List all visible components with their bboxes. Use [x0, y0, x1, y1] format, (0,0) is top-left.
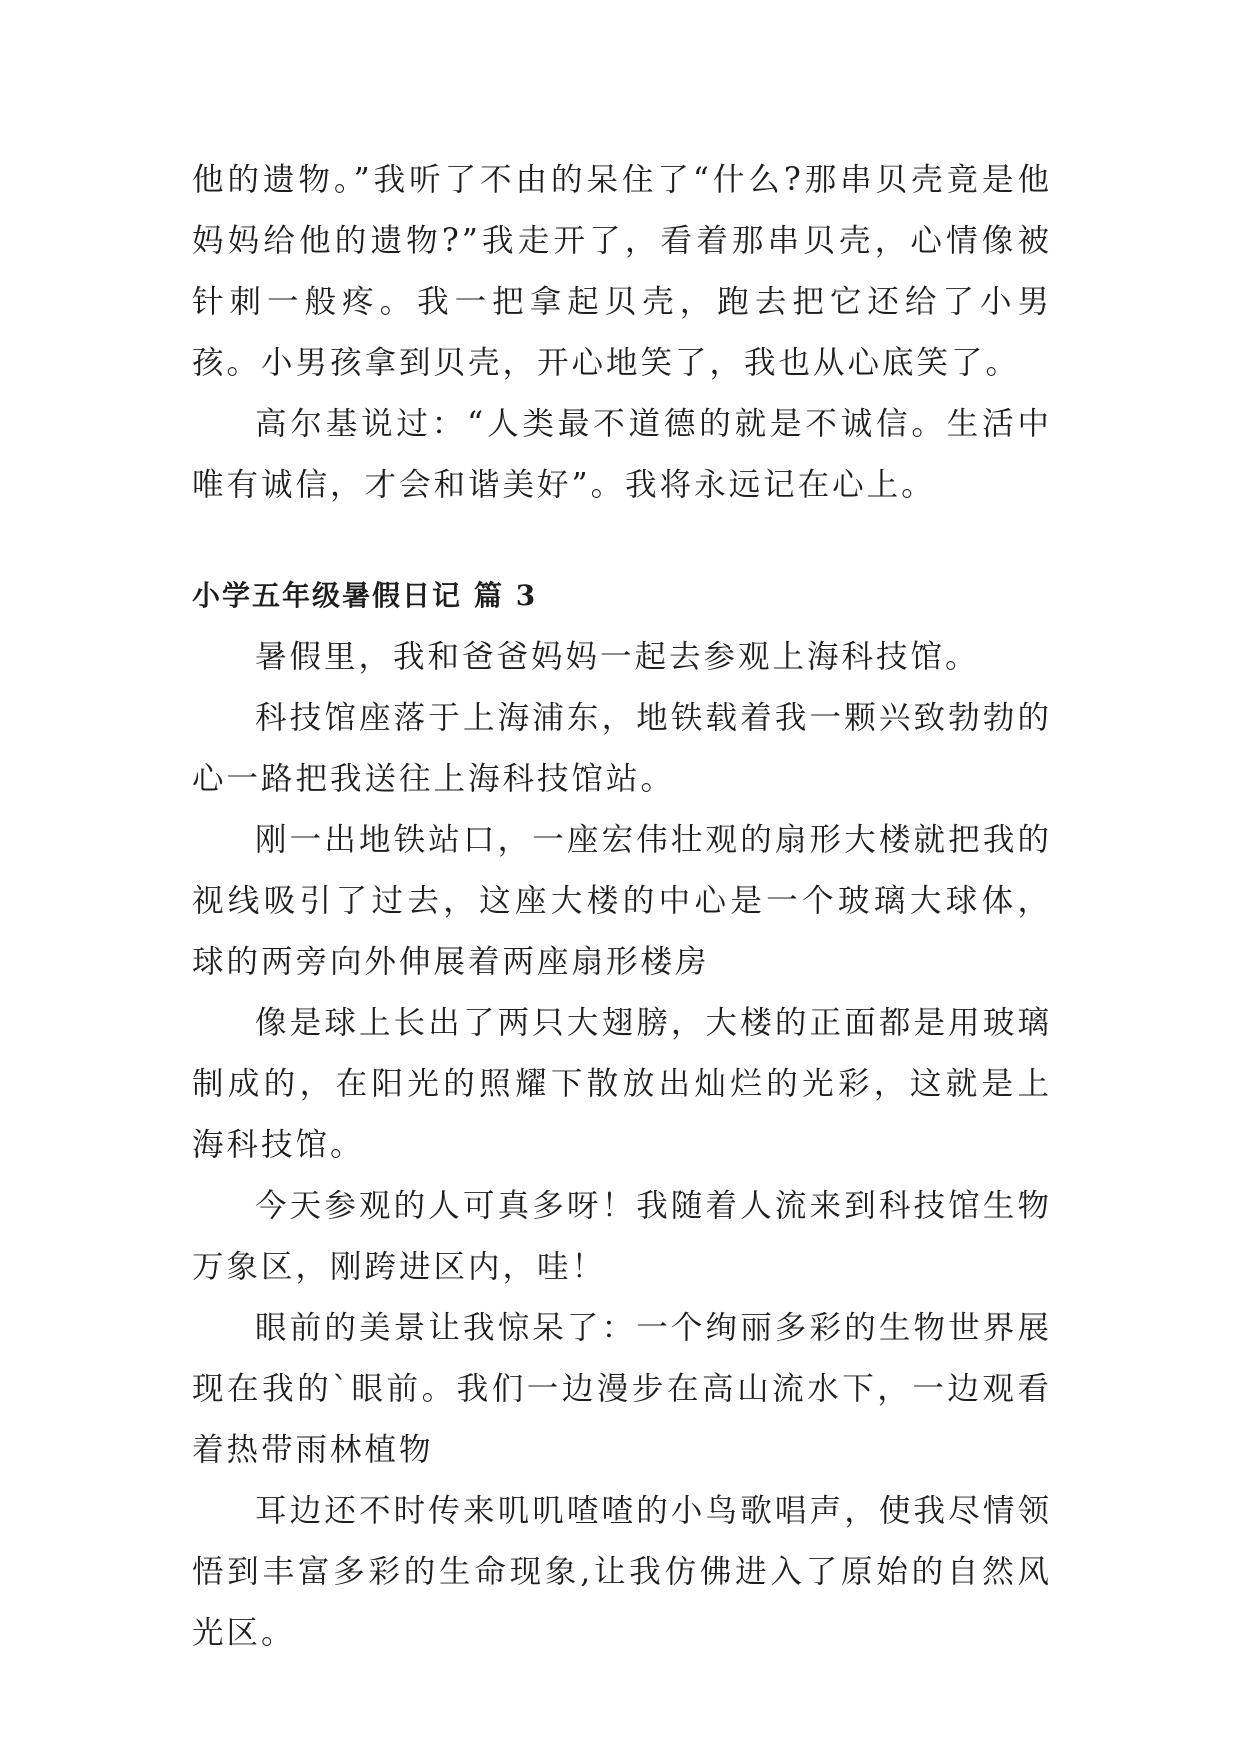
paragraph: 高尔基说过：“人类最不道德的就是不诚信。生活中唯有诚信，才会和谐美好”。我将永远记在心上。	[192, 406, 1052, 503]
section-body	[192, 627, 1052, 1664]
paragraph: 眼前的美景让我惊呆了：一个绚丽多彩的生物世界展现在我的`眼前。我们一边漫步在高山流水下，一边观看着热带雨林植物	[192, 1310, 1052, 1468]
section-title: 小学五年级暑假日记	[192, 579, 463, 612]
continuation-text	[192, 150, 1052, 516]
paragraph: 今天参观的人可真多呀！我随着人流来到科技馆生物万象区，刚跨进区内，哇！	[192, 1188, 1052, 1285]
paragraph: 耳边还不时传来叽叽喳喳的小鸟歌唱声，使我尽情领悟到丰富多彩的生命现象,让我仿佛进入了原始的自然风光区。	[192, 1493, 1052, 1651]
paragraph: 他的遗物。”我听了不由的呆住了“什么?那串贝壳竟是他妈妈给他的遗物?”我走开了，看着那串贝壳，心情像被针刺一般疼。我一把拿起贝壳，跑去把它还给了小男孩。小男孩拿到贝壳，开心地笑了，我也从心底笑了。	[192, 162, 1052, 381]
section-heading	[192, 568, 1052, 624]
paragraph: 刚一出地铁站口，一座宏伟壮观的扇形大楼就把我的视线吸引了过去，这座大楼的中心是一个玻璃大球体，球的两旁向外伸展着两座扇形楼房	[192, 822, 1052, 980]
section-number: 篇 3	[474, 579, 538, 612]
paragraph: 暑假里，我和爸爸妈妈一起去参观上海科技馆。	[255, 639, 980, 675]
paragraph: 像是球上长出了两只大翅膀，大楼的正面都是用玻璃制成的，在阳光的照耀下散放出灿烂的光彩，这就是上海科技馆。	[192, 1005, 1052, 1163]
paragraph: 科技馆座落于上海浦东，地铁载着我一颗兴致勃勃的心一路把我送往上海科技馆站。	[192, 700, 1052, 797]
